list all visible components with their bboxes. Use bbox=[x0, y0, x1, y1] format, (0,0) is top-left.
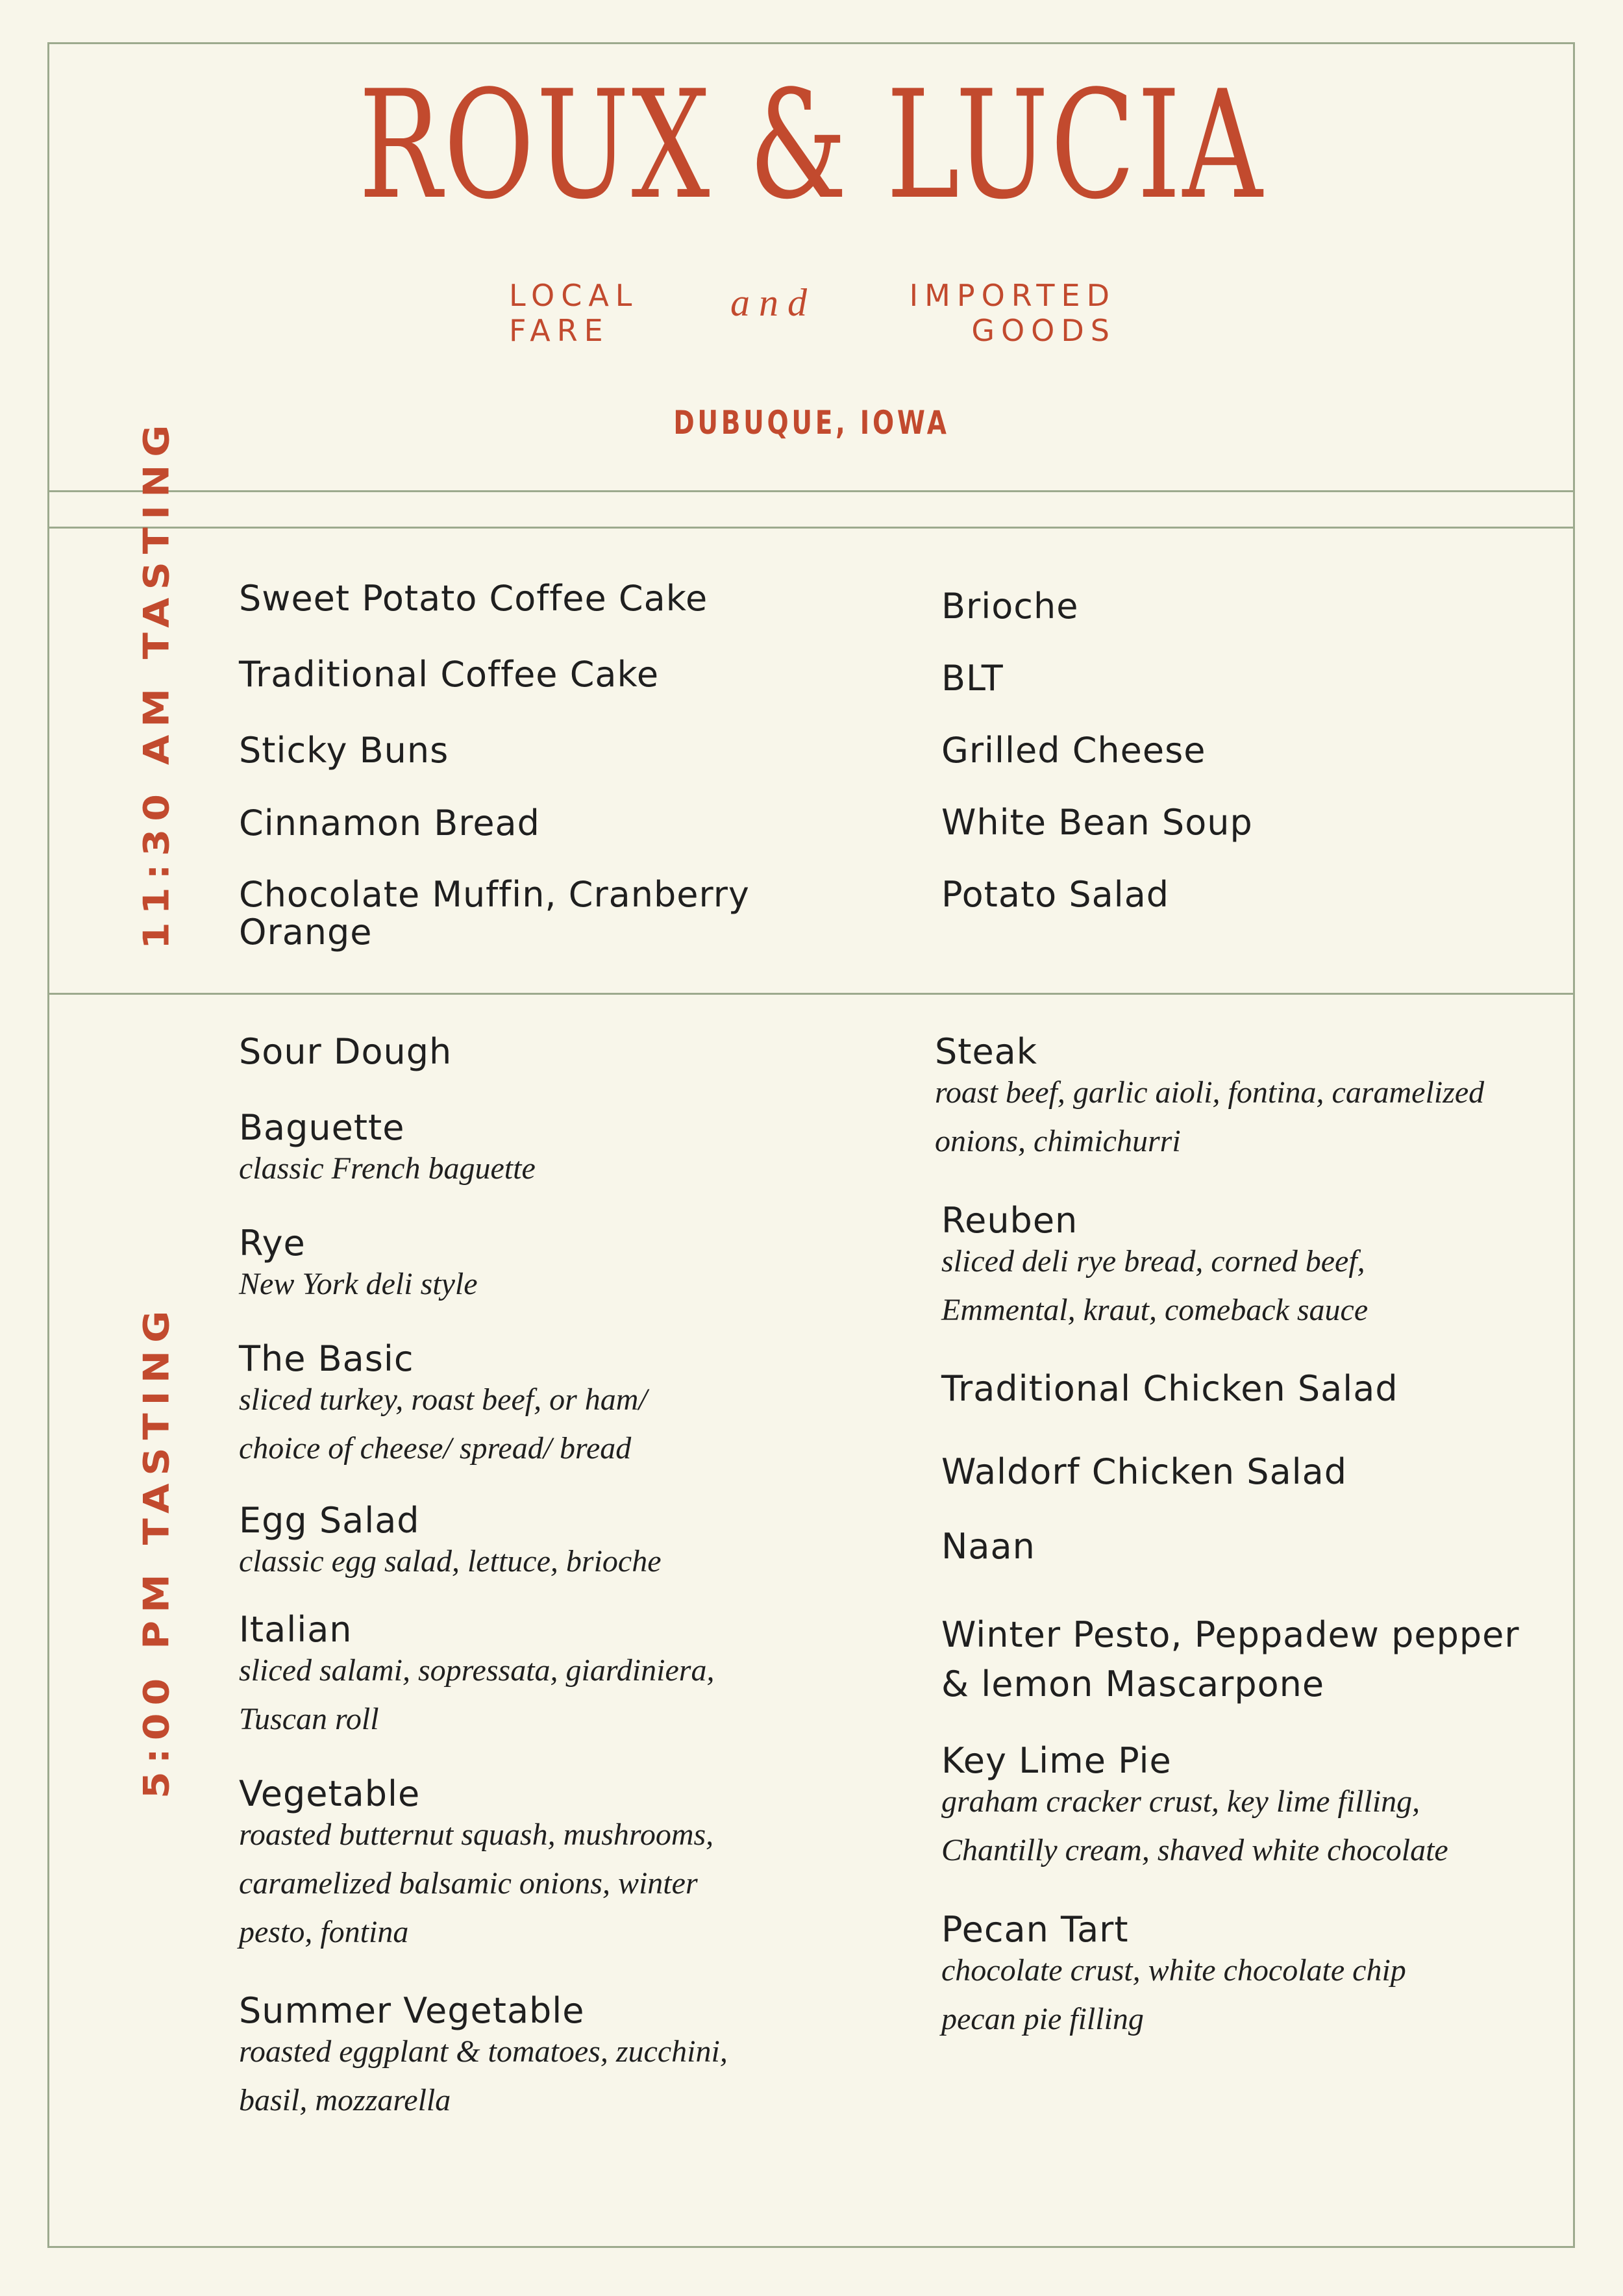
menu-item bbox=[941, 1742, 1513, 1875]
menu-item bbox=[935, 1033, 1519, 1166]
item-name: Traditional Coffee Cake bbox=[239, 654, 660, 695]
item-name: The Basic bbox=[239, 1338, 414, 1379]
menu-item bbox=[941, 732, 1206, 769]
menu-item bbox=[239, 1033, 810, 1071]
item-name: Steak bbox=[935, 1031, 1038, 1072]
header-divider-bottom bbox=[47, 527, 1575, 529]
menu-item bbox=[239, 580, 823, 618]
item-name: Sweet Potato Coffee Cake bbox=[239, 578, 708, 619]
item-name: Summer Vegetable bbox=[239, 1990, 585, 2031]
menu-item bbox=[941, 804, 1253, 842]
menu-item bbox=[941, 588, 1078, 625]
menu-item bbox=[941, 1453, 1526, 1491]
menu-item bbox=[941, 1528, 1526, 1566]
item-name: Rye bbox=[239, 1223, 306, 1264]
tagline-right bbox=[880, 278, 1116, 348]
menu-item bbox=[941, 1370, 1526, 1408]
item-description: chocolate crust, white chocolate chip pecan pie filling bbox=[941, 1953, 1406, 2036]
item-name: Brioche bbox=[941, 586, 1079, 627]
menu-item bbox=[941, 1202, 1422, 1334]
location: DUBUQUE, IOWA bbox=[673, 404, 950, 442]
menu-item bbox=[239, 656, 823, 693]
item-description: graham cracker crust, key lime filling, Chantilly cream, shaved white chocolate bbox=[941, 1784, 1448, 1867]
tagline-left bbox=[509, 278, 638, 348]
item-description: classic egg salad, lettuce, brioche bbox=[239, 1544, 662, 1578]
menu-item bbox=[239, 1611, 732, 1743]
item-name: Vegetable bbox=[239, 1773, 421, 1814]
item-name: Winter Pesto, Peppadew pepper & lemon Mascarpone bbox=[941, 1614, 1520, 1704]
item-name: Reuben bbox=[941, 1200, 1078, 1241]
item-name: White Bean Soup bbox=[941, 802, 1253, 843]
evening-session-label: 5:00 PM TASTING bbox=[136, 1303, 177, 1799]
menu-item bbox=[941, 876, 1169, 914]
item-name: Key Lime Pie bbox=[941, 1740, 1172, 1781]
tagline-fare: FARE bbox=[509, 313, 610, 348]
item-description: roasted butternut squash, mushrooms, caramelized balsamic onions, winter pesto, fontina bbox=[239, 1817, 714, 1949]
menu-item bbox=[239, 1992, 758, 2125]
item-name: Sour Dough bbox=[239, 1031, 452, 1072]
item-name: Traditional Chicken Salad bbox=[941, 1368, 1398, 1409]
item-description: roasted eggplant & tomatoes, zucchini, basil, mozzarella bbox=[239, 2034, 728, 2117]
session-divider bbox=[47, 993, 1575, 995]
menu-item bbox=[239, 732, 823, 769]
item-description: sliced deli rye bread, corned beef, Emmental, kraut, comeback sauce bbox=[941, 1244, 1369, 1327]
menu-item bbox=[239, 1775, 758, 1956]
item-name: Waldorf Chicken Salad bbox=[941, 1451, 1348, 1492]
item-description: sliced turkey, roast beef, or ham/ choice of cheese/ spread/ bread bbox=[239, 1382, 647, 1466]
item-description: roast beef, garlic aioli, fontina, caramelized onions, chimichurri bbox=[935, 1075, 1485, 1158]
item-name: Egg Salad bbox=[239, 1500, 420, 1541]
item-name: Sticky Buns bbox=[239, 730, 449, 771]
menu-item bbox=[239, 1502, 810, 1586]
menu-item bbox=[941, 660, 1004, 697]
item-name: BLT bbox=[941, 658, 1004, 699]
menu-item bbox=[941, 1610, 1526, 1709]
item-name: Pecan Tart bbox=[941, 1909, 1129, 1950]
tagline-imported: IMPORTED bbox=[909, 278, 1116, 313]
item-name: Baguette bbox=[239, 1107, 405, 1148]
item-name: Cinnamon Bread bbox=[239, 803, 540, 843]
tagline-and: and bbox=[730, 281, 816, 324]
item-name: Grilled Cheese bbox=[941, 730, 1206, 771]
menu-item bbox=[239, 1109, 810, 1193]
restaurant-name: ROUX & LUCIA bbox=[358, 59, 1265, 232]
menu-item bbox=[239, 805, 823, 842]
morning-session-label: 11:30 AM TASTING bbox=[136, 417, 177, 949]
menu-item bbox=[941, 1911, 1435, 2043]
item-description: sliced salami, sopressata, giardiniera, Tuscan roll bbox=[239, 1653, 715, 1736]
tagline-goods: GOODS bbox=[971, 313, 1116, 348]
header-divider-top bbox=[47, 490, 1575, 492]
menu-item bbox=[239, 876, 823, 951]
item-name: Naan bbox=[941, 1526, 1035, 1567]
item-name: Italian bbox=[239, 1609, 353, 1650]
item-description: classic French baguette bbox=[239, 1151, 536, 1186]
tagline-local: LOCAL bbox=[509, 278, 639, 313]
item-name: Potato Salad bbox=[941, 874, 1170, 915]
menu-item bbox=[239, 1340, 706, 1473]
item-name: Chocolate Muffin, Cranberry Orange bbox=[239, 874, 750, 953]
item-description: New York deli style bbox=[239, 1267, 478, 1301]
menu-item bbox=[239, 1225, 810, 1308]
